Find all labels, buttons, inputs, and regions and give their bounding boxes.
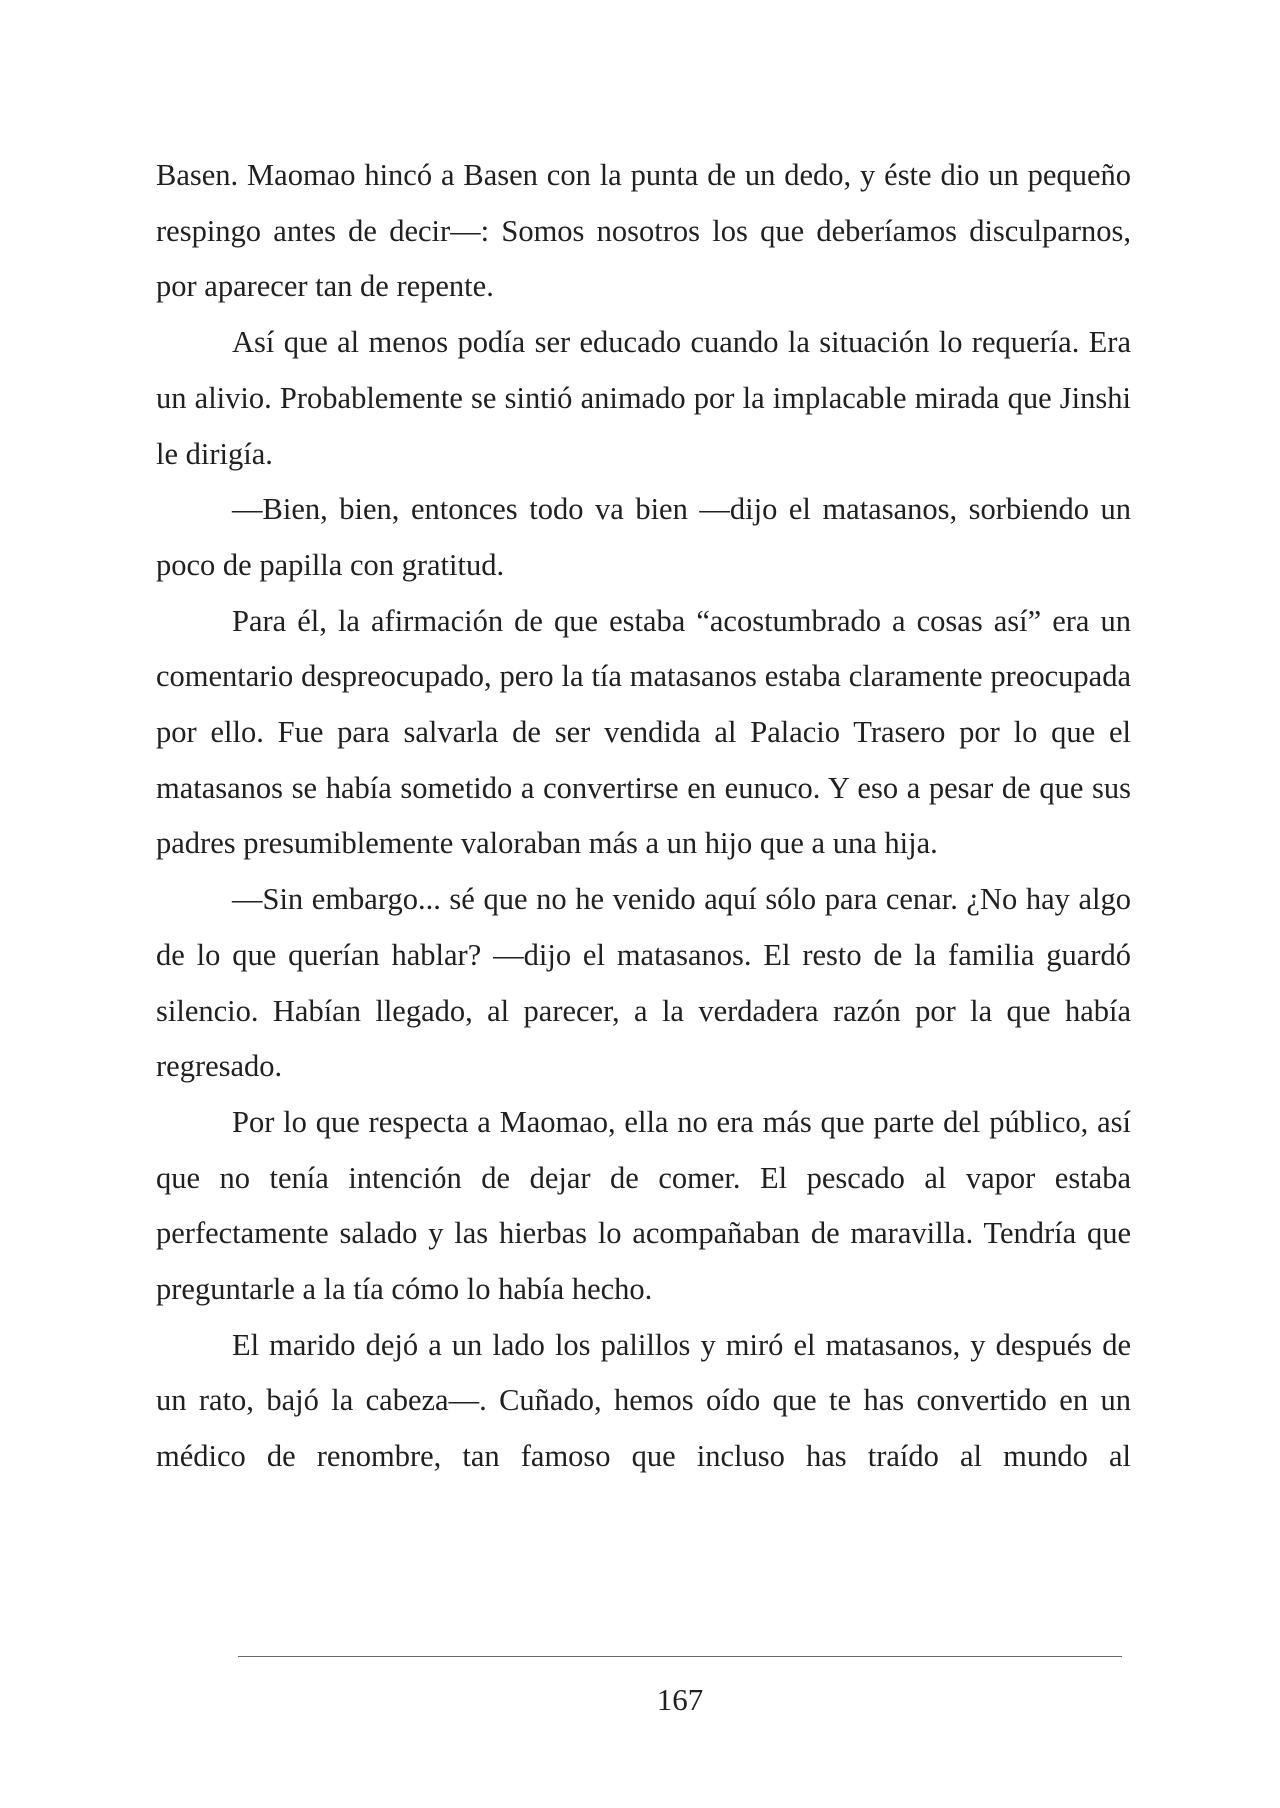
paragraph-7: El marido dejó a un lado los palillos y miró el matasanos, y después de un rato, bajó la cabeza—. Cuñado, hemos oído que te has convertido en un médico de renombre, tan famoso que incluso has traído al mundo al <box>156 1327 1131 1474</box>
paragraph-3: —Bien, bien, entonces todo va bien —dijo el matasanos, sorbiendo un poco de papilla con gratitud. <box>156 492 1131 582</box>
paragraph-4: Para él, la afirmación de que estaba “acostumbrado a cosas así” era un comentario despreocupado, pero la tía matasanos estaba claramente preocupada por ello. Fue para salvarla de ser vendida al Palacio Trasero por lo que el matasanos se había sometido a convertirse en eunuco. Y eso a pesar de que sus padres presumiblemente valoraban más a un hijo que a una hija. <box>156 603 1131 861</box>
paragraph-5: —Sin embargo... sé que no he venido aquí sólo para cenar. ¿No hay algo de lo que querían hablar? —dijo el matasanos. El resto de la familia guardó silencio. Habían llegado, al parecer, a la verdadera razón por la que había regresado. <box>156 882 1131 1084</box>
footer-divider <box>238 1656 1122 1657</box>
paragraph-1: Basen. Maomao hincó a Basen con la punta de un dedo, y éste dio un pequeño respingo antes de decir—: Somos nosotros los que deberíamos disculparnos, por aparecer tan de repente. <box>156 158 1131 304</box>
paragraph-2: Así que al menos podía ser educado cuando la situación lo requería. Era un alivio. Probablemente se sintió animado por la implacable mirada que Jinshi le dirigía. <box>156 325 1131 471</box>
page-number: 167 <box>656 1682 704 1717</box>
paragraph-6: Por lo que respecta a Maomao, ella no era más que parte del público, así que no tenía intención de dejar de comer. El pescado al vapor estaba perfectamente salado y las hierbas lo acompañaban de maravilla. Tendría que preguntarle a la tía cómo lo había hecho. <box>156 1104 1131 1307</box>
body-text <box>156 148 1131 1485</box>
